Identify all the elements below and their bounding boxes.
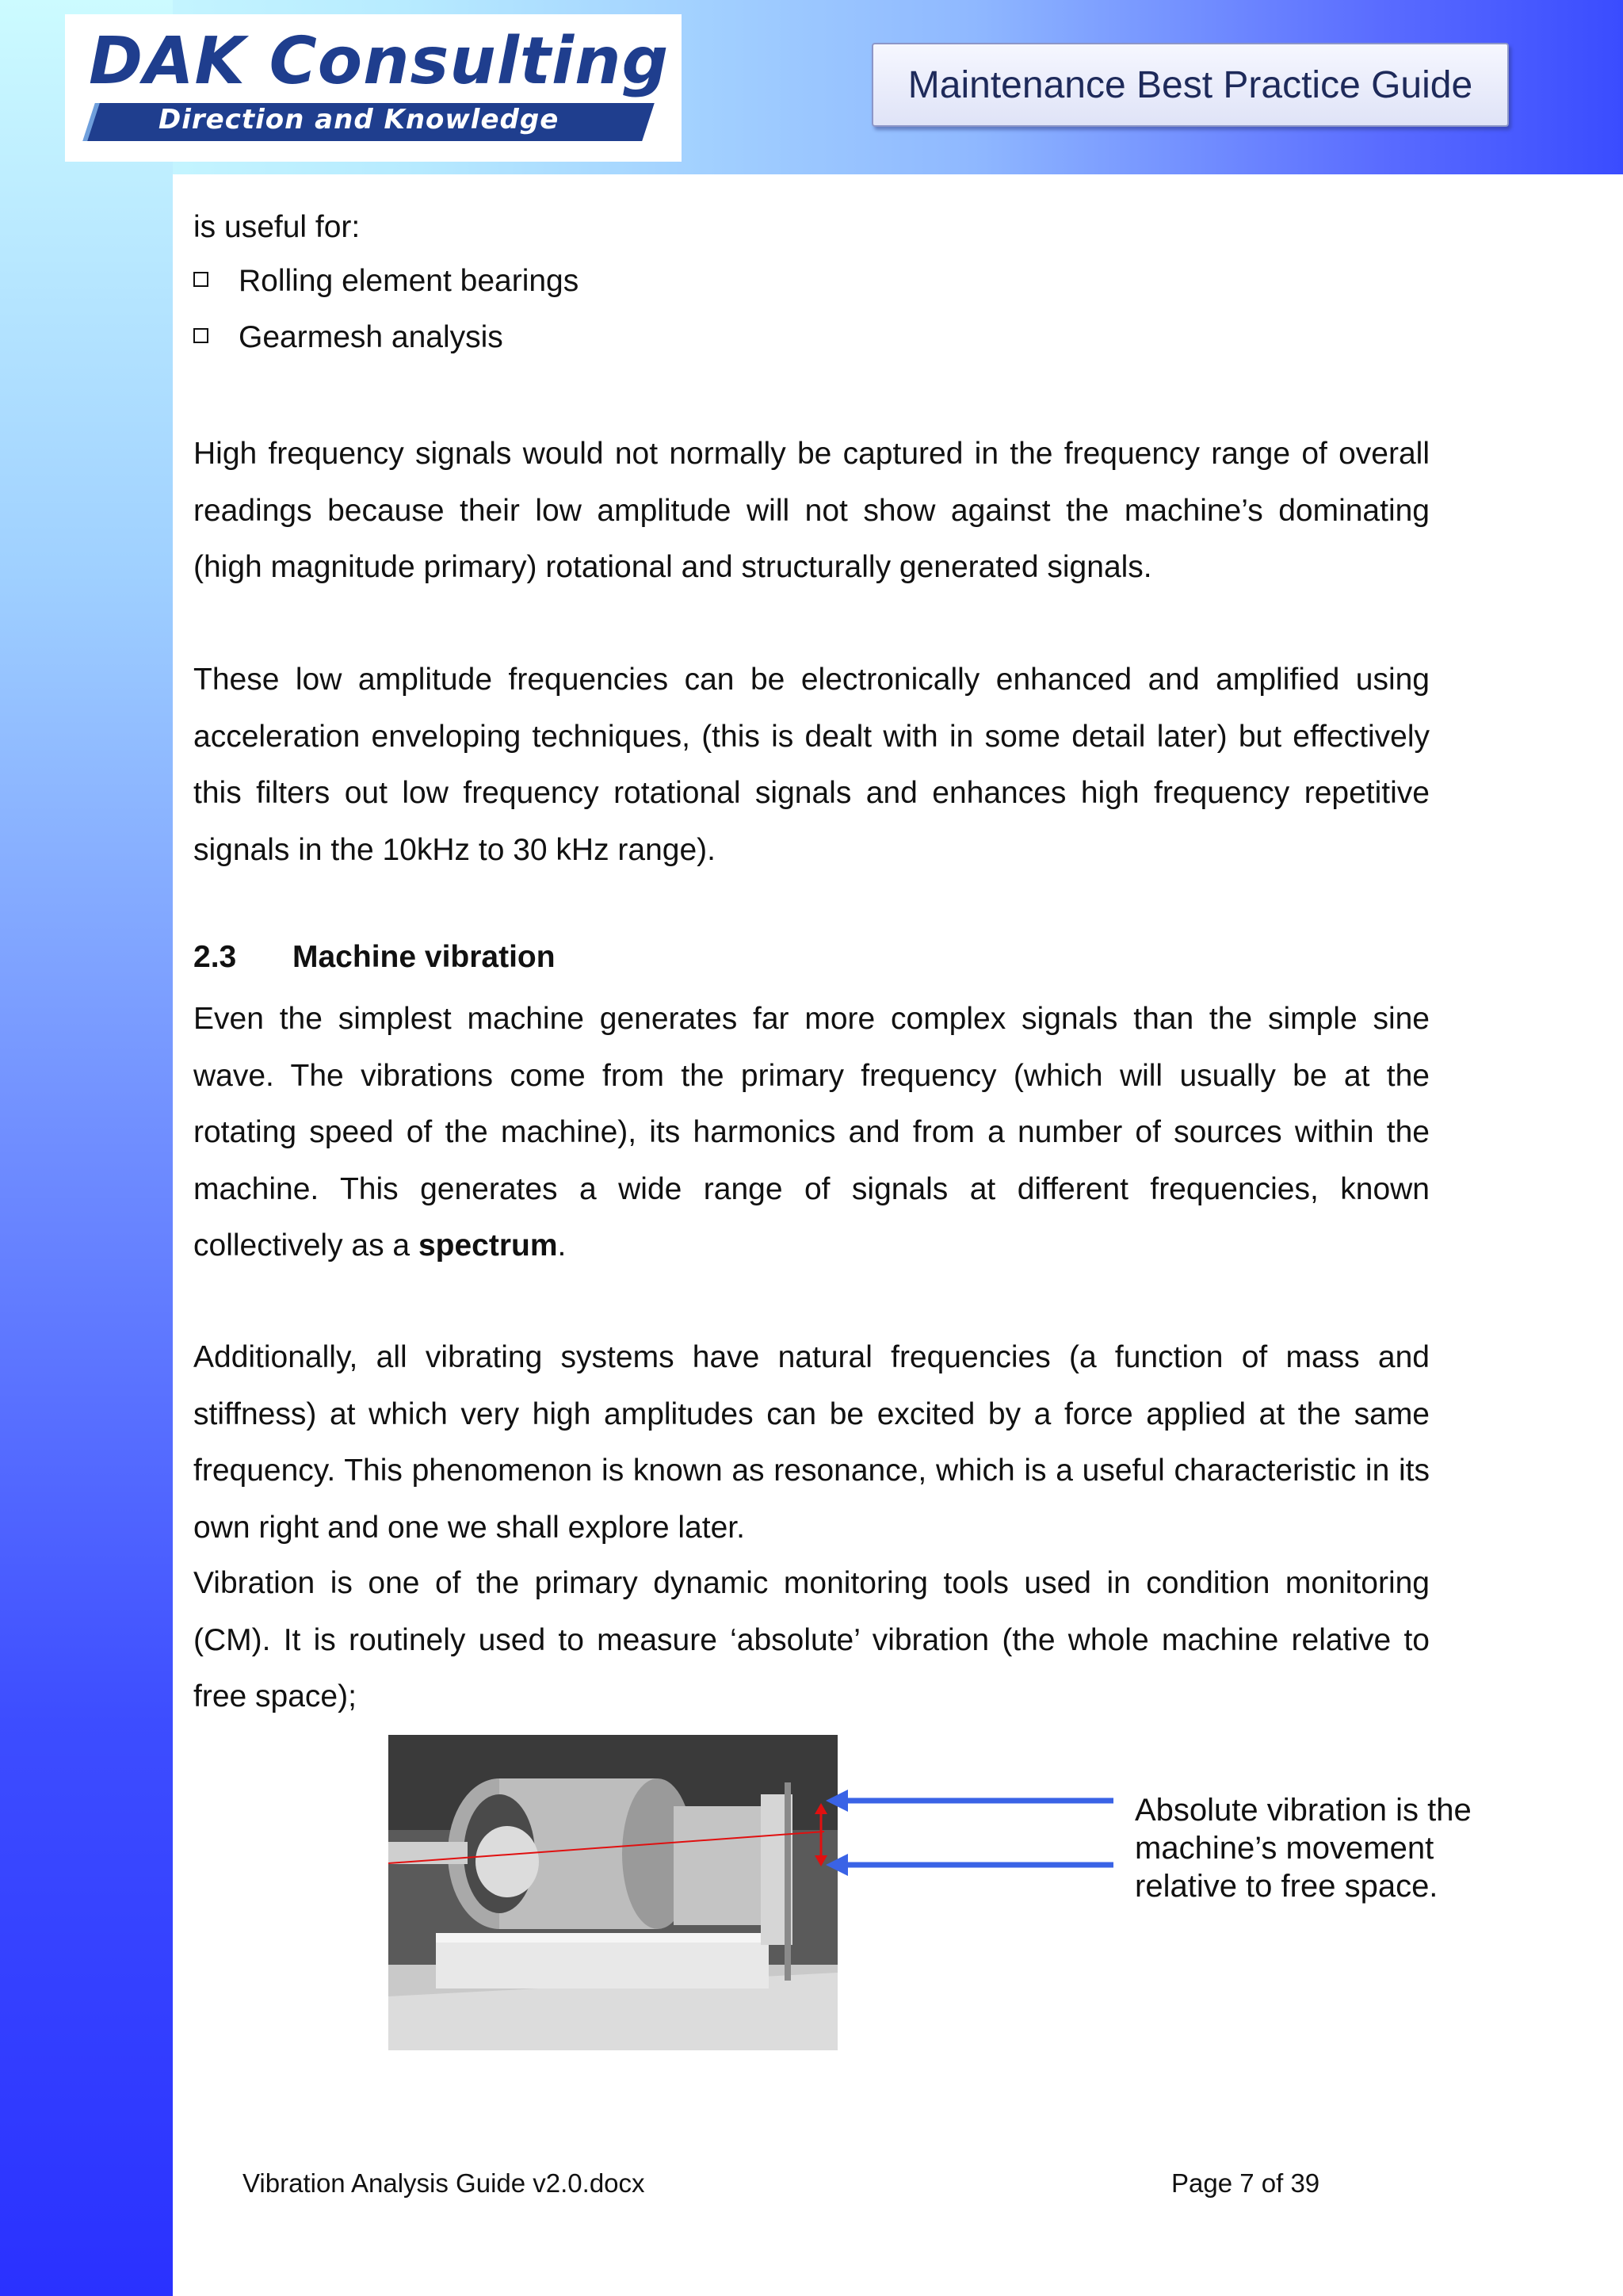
guide-title-badge: Maintenance Best Practice Guide (872, 43, 1509, 127)
paragraph-text: Even the simplest machine generates far more complex signals than the simple sine wave. The vibrations come from the primary frequency (which will usually be at the rotating speed of the machine), its harmonics and from a number of sources within the machine. This generates a wide range of signals at different frequencies, known collectively as a (193, 1002, 1430, 1263)
left-margin-gradient (0, 0, 173, 2296)
paragraph-absolute-vibration: Vibration is one of the primary dynamic monitoring tools used in condition monitoring (CM). It is routinely used to measure ‘absolute’ vibration (the whole machine relative to free space); (193, 1566, 1430, 1713)
caption-line: relative to free space. (1135, 1869, 1438, 1904)
caption-line: Absolute vibration is the (1135, 1793, 1472, 1828)
figure-caption (1135, 1791, 1472, 1905)
bullet-label: Rolling element bearings (239, 264, 579, 298)
paragraph-high-frequency: High frequency signals would not normally be captured in the frequency range of overall readings because their low amplitude will not show against the machine’s dominating (high magnitude primary) rotational and structurally generated signals. (193, 437, 1430, 584)
bullet-item (193, 320, 503, 355)
section-title: Machine vibration (292, 940, 556, 974)
paragraph-enveloping: These low amplitude frequencies can be electronically enhanced and amplified using acceleration enveloping techniques, (this is dealt with in some detail later) but effectively this filters out low frequency rotational signals and enhances high frequency repetitive signals in the 10kHz to 30 kHz range). (193, 663, 1430, 867)
section-number: 2.3 (193, 940, 237, 974)
footer-page-number: Page 7 of 39 (1171, 2168, 1320, 2198)
checkbox-bullet-icon (193, 272, 208, 287)
machine-photo (388, 1735, 838, 2050)
caption-line: machine’s movement (1135, 1831, 1434, 1866)
footer-filename: Vibration Analysis Guide v2.0.docx (242, 2168, 645, 2198)
pointer-arrows (824, 1783, 1121, 1878)
checkbox-bullet-icon (193, 328, 208, 343)
logo-title: DAK Consulting (89, 24, 670, 99)
spectrum-term: spectrum (418, 1228, 558, 1263)
section-heading (193, 940, 556, 975)
logo-subtitle: Direction and Knowledge (158, 104, 559, 136)
paragraph-resonance: Additionally, all vibrating systems have natural frequencies (a function of mass and stiffness) at which very high amplitudes can be excited by a force applied at the same frequency. This phenomenon is known as resonance, which is a useful characteristic in its own right and one we shall explore later. (193, 1340, 1430, 1545)
paragraph-machine-vibration (193, 991, 1430, 1274)
paragraph-end: . (557, 1228, 567, 1263)
bullet-label: Gearmesh analysis (239, 320, 503, 354)
bullet-item (193, 264, 579, 299)
intro-line: is useful for: (193, 210, 361, 244)
